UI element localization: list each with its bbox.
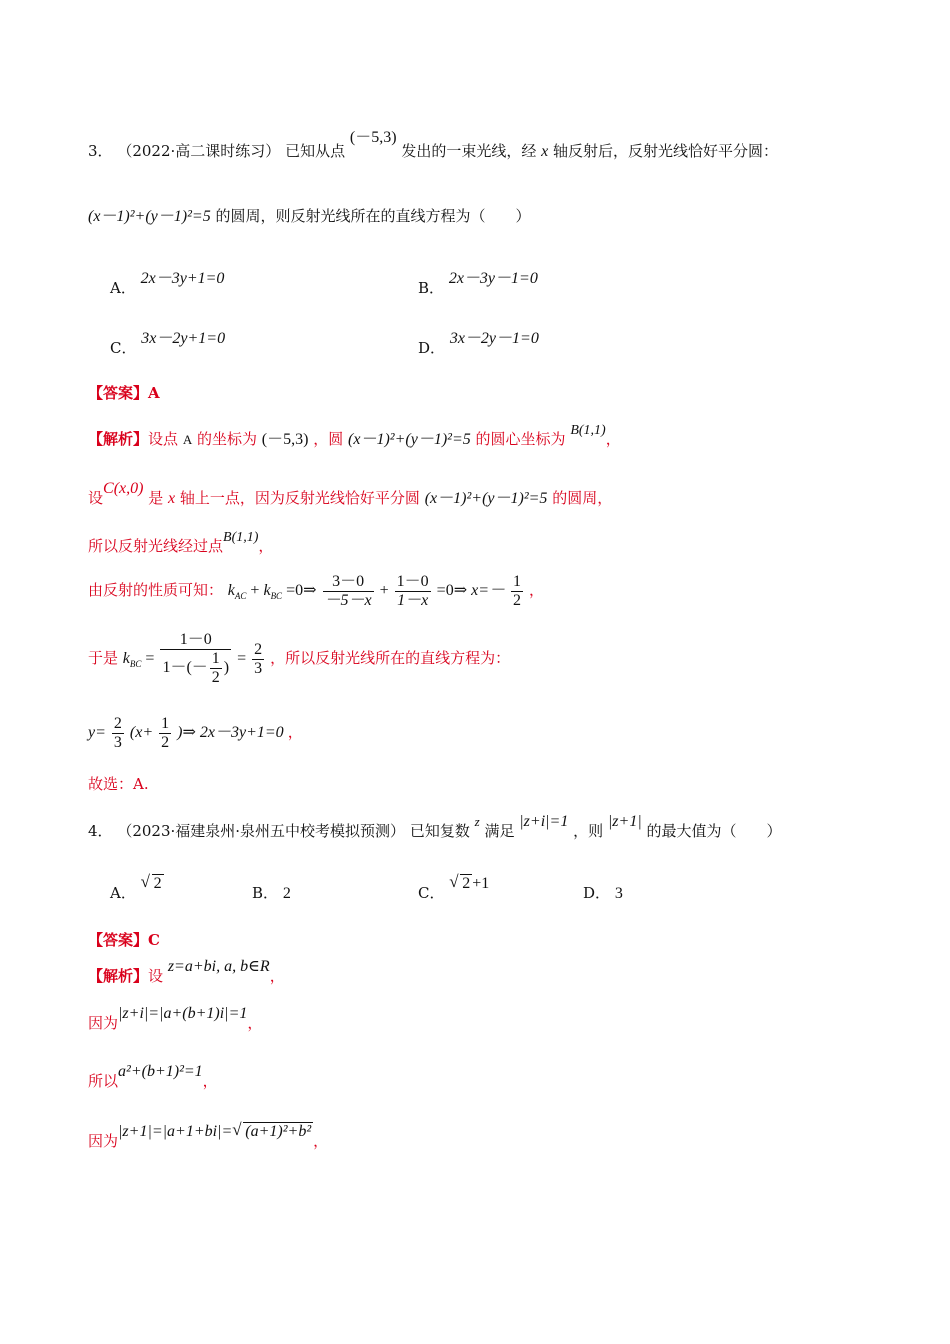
q3-s5-num: 1－0	[160, 631, 231, 650]
q3-s5-eq2: =	[237, 650, 247, 667]
q3-s2-b: 是	[148, 489, 164, 507]
q4-option-c-math	[449, 874, 489, 893]
q3-option-d	[418, 330, 539, 358]
q3-analysis-line3	[88, 530, 274, 559]
q4-t1-b: ，	[269, 967, 285, 985]
q3-number: 3．	[88, 142, 113, 160]
q3-s6-f-num: 2	[113, 714, 122, 732]
q4-analysis-line2	[88, 1005, 263, 1035]
q3-s4-fraction2	[395, 573, 431, 610]
q3-s1-point-a: A	[182, 432, 193, 447]
q3-s4-f2-den: 1－x	[397, 591, 429, 609]
q4-stem-b: 满足	[484, 822, 515, 840]
q4-option-c-tail: +1	[472, 875, 490, 892]
q3-option-b	[418, 270, 538, 298]
q3-s4-x: x=－	[471, 582, 506, 599]
q3-s4-plus2: +	[379, 582, 389, 599]
q3-s4-k2: k	[263, 582, 271, 599]
q3-analysis-line2	[88, 480, 613, 510]
q3-axis: x	[541, 143, 549, 160]
q4-condition: |z+i|=1	[519, 813, 569, 830]
q4-z: z	[474, 814, 480, 829]
q3-s1-b: 的坐标为	[196, 430, 257, 448]
q3-stem-line2	[88, 205, 531, 228]
q3-s5-result	[252, 641, 264, 678]
q3-s4-end: ，	[529, 581, 545, 599]
q3-stem-b: 发出的一束光线，经	[401, 142, 537, 160]
q3-s4-f1-num: 3－0	[323, 573, 374, 592]
q3-stem-line1	[88, 129, 779, 163]
q3-analysis-line1	[88, 423, 621, 452]
q3-s4-sub-ac: AC	[234, 591, 247, 601]
q4-stem	[88, 813, 782, 843]
q4-stem-d: 的最大值为（ ）	[646, 822, 782, 840]
q3-stem-c: 轴反射后，反射光线恰好平分圆：	[553, 142, 779, 160]
q3-s4-eq0: =0⇒	[286, 582, 317, 599]
q3-s2-x: x	[168, 490, 176, 507]
q3-s5-den-f-den: 2	[211, 669, 220, 687]
q3-point: (－5,3)	[349, 129, 397, 146]
q4-analysis-line1	[88, 958, 285, 988]
q3-s6-y: y=	[88, 724, 106, 741]
q3-s6-fraction2	[159, 715, 171, 752]
q4-option-c-sqrt	[449, 874, 472, 893]
q3-s2-a: 设	[88, 489, 104, 507]
q3-s5-den-fraction	[210, 650, 222, 687]
q3-s2-point-c: C(x,0)	[103, 480, 144, 497]
q3-s1-circle: (x－1)²+(y－1)²=5	[348, 431, 471, 448]
q4-t2-expr: |z+i|=|a+(b+1)i|=1	[118, 1005, 248, 1022]
q4-option-a-label: A．	[110, 884, 136, 902]
q3-analysis-line4	[88, 570, 544, 616]
q3-source: （2022·高二课时练习）	[117, 142, 281, 160]
q3-s4-k1: k	[227, 582, 235, 599]
q3-option-a	[110, 270, 225, 298]
q3-s5-den-f-num: 1	[211, 650, 220, 668]
q4-option-c-label: C．	[418, 884, 445, 902]
q3-s5-r-den: 3	[254, 659, 263, 677]
q4-answer	[88, 929, 160, 951]
q3-s4-eq0b: =0⇒	[436, 582, 468, 599]
q4-option-a	[110, 875, 164, 903]
q3-s6-f-den: 3	[113, 733, 122, 751]
q3-stem-d: 的圆周，则反射光线所在的直线方程为（ ）	[215, 207, 531, 225]
q3-s2-c: 轴上一点，因为反射光线恰好平分圆	[179, 489, 420, 507]
q4-option-d-expr: 3	[614, 885, 623, 902]
q3-s5-b: ，所以反射光线所在的直线方程为：	[270, 649, 511, 667]
q4-t4-expr-a: |z+1|=|a+1+bi|=	[118, 1123, 233, 1140]
q4-analysis-line4	[88, 1123, 329, 1153]
q3-s5-k: k	[122, 650, 130, 667]
q3-circle-equation: (x－1)²+(y－1)²=5	[88, 208, 211, 225]
q3-s6-mid: (x+	[129, 724, 154, 741]
q3-s4-fraction3	[511, 573, 523, 610]
q3-s5-sub-bc: BC	[129, 659, 142, 669]
q3-answer-value: A	[148, 384, 160, 402]
q3-option-c	[110, 330, 226, 358]
q3-s3-b: ，	[258, 537, 274, 555]
q4-t2-a: 因为	[88, 1014, 119, 1032]
q3-s5-fraction	[160, 631, 231, 687]
q4-t4-b: ，	[313, 1132, 329, 1150]
q4-t4-a: 因为	[88, 1132, 119, 1150]
q4-option-a-sqrt	[141, 874, 164, 893]
q4-option-d-label: D．	[583, 884, 611, 902]
q4-t4-sqrt	[232, 1121, 313, 1143]
q3-option-c-expr: 3x－2y+1=0	[141, 330, 226, 347]
q3-s1-a: 设点	[148, 430, 179, 448]
q4-source: （2023·福建泉州·泉州五中校考模拟预测）	[117, 822, 406, 840]
q3-s4-f3-den: 2	[513, 591, 522, 609]
q3-s1-e: ，	[605, 430, 621, 448]
q3-s4-plus: +	[250, 582, 260, 599]
q3-s4-sub-bc: BC	[270, 591, 283, 601]
q4-t3-expr: a²+(b+1)²=1	[118, 1063, 203, 1080]
q3-option-a-expr: 2x－3y+1=0	[140, 270, 225, 287]
q3-analysis-line6	[88, 710, 303, 755]
q4-option-d	[583, 882, 623, 903]
q3-s1-center: B(1,1)	[570, 423, 606, 438]
q3-s6-g-num: 1	[161, 714, 170, 732]
q4-option-b-label: B．	[252, 884, 279, 902]
q4-answer-tag: 【答案】	[88, 931, 149, 949]
q3-option-d-expr: 3x－2y－1=0	[449, 330, 539, 347]
q3-answer-tag: 【答案】	[88, 384, 149, 402]
q3-conclusion: 故选：A.	[88, 775, 149, 793]
q4-t2-b: ，	[247, 1014, 263, 1032]
q4-option-c-expr: 2	[462, 875, 471, 892]
q3-s5-a: 于是	[88, 649, 119, 667]
q3-s1-point: (－5,3)	[261, 431, 309, 448]
q3-s5-den-a: 1－(－	[162, 659, 208, 677]
q3-s5-eq: =	[145, 650, 155, 667]
q3-s1-c: ，圆	[313, 430, 344, 448]
q3-s6-fraction1	[112, 715, 124, 752]
q3-s3-point-b: B(1,1)	[223, 530, 259, 545]
q4-number: 4．	[88, 822, 113, 840]
q3-option-b-expr: 2x－3y－1=0	[448, 270, 538, 287]
q4-t3-b: ，	[202, 1072, 218, 1090]
q3-option-b-label: B．	[418, 279, 445, 297]
q3-stem-a: 已知从点	[285, 142, 346, 160]
q4-option-a-expr: 2	[153, 875, 162, 892]
q3-s4-fraction1	[323, 573, 374, 610]
q4-stem-c: ，则	[573, 822, 604, 840]
q3-option-a-label: A．	[110, 279, 136, 297]
q4-stem-a: 已知复数	[409, 822, 470, 840]
q3-s4-f2-num: 1－0	[396, 572, 429, 590]
q3-s1-d: 的圆心坐标为	[475, 430, 566, 448]
q3-s5-den	[160, 650, 231, 687]
q4-option-c	[418, 875, 490, 903]
q4-option-b-expr: 2	[282, 885, 291, 902]
q4-option-b	[252, 882, 291, 903]
q3-s6-g-den: 2	[161, 733, 170, 751]
q3-s3-a: 所以反射光线经过点	[88, 537, 224, 555]
q4-analysis-tag: 【解析】	[88, 967, 149, 985]
q4-t1-a: 设	[148, 967, 164, 985]
q4-analysis-line3	[88, 1063, 218, 1093]
q3-s6-end: )⇒ 2x－3y+1=0	[177, 724, 284, 741]
q3-s2-circle: (x－1)²+(y－1)²=5	[424, 490, 548, 507]
q4-t3-a: 所以	[88, 1072, 119, 1090]
q3-s6-comma: ，	[287, 723, 303, 741]
q4-target: |z+1|	[607, 813, 642, 830]
q3-answer	[88, 382, 160, 404]
q3-s5-den-b: )	[223, 659, 230, 677]
q3-s4-a: 由反射的性质可知：	[88, 581, 224, 599]
q3-analysis-line5	[88, 628, 510, 694]
q4-t1-expr: z=a+bi, a, b∈R	[167, 958, 270, 975]
q4-answer-value: C	[148, 931, 160, 949]
q3-option-c-label: C．	[110, 339, 137, 357]
q3-s4-f1-den: －5－x	[324, 591, 372, 609]
q4-t4-math	[118, 1120, 313, 1143]
q4-t4-sqrt-expr: (a+1)²+b²	[245, 1123, 312, 1140]
q3-s4-f3-num: 1	[513, 572, 522, 590]
q3-option-d-label: D．	[418, 339, 446, 357]
q3-analysis-tag: 【解析】	[88, 430, 149, 448]
q3-s2-d: 的圆周，	[552, 489, 613, 507]
q3-s5-r-num: 2	[254, 640, 263, 658]
